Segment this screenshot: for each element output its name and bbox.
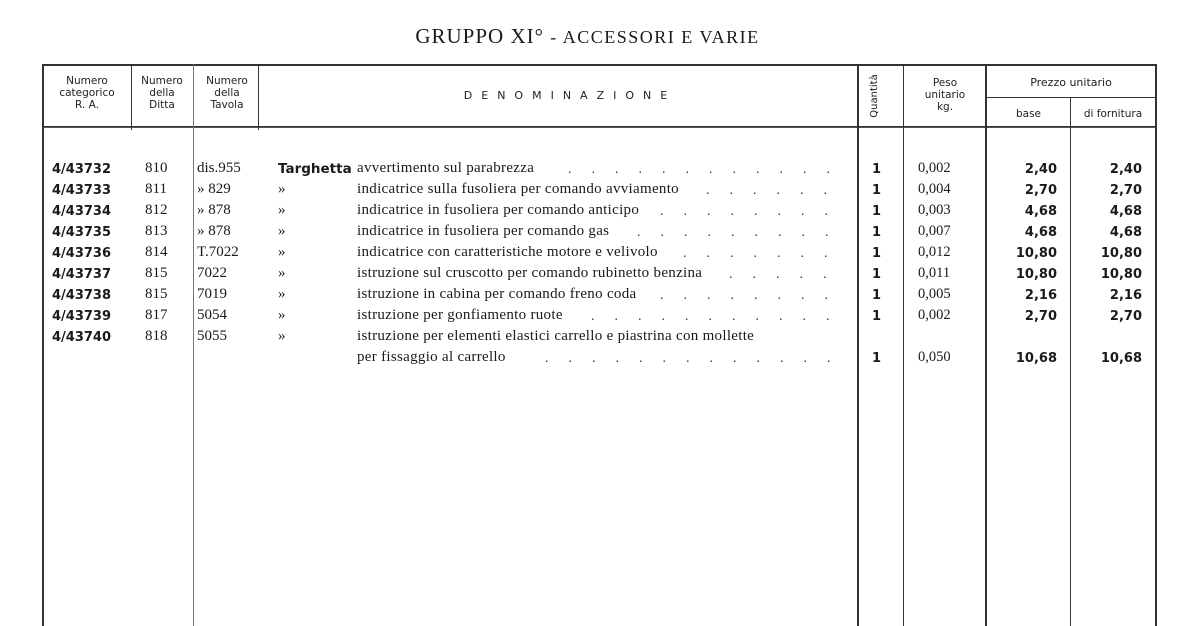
leader-dots: ...........: [591, 309, 850, 324]
page-title: [0, 24, 1175, 49]
header-tavola: [196, 75, 258, 111]
tavola-number: 5054: [197, 307, 227, 323]
header-peso-line1: Peso: [932, 77, 958, 89]
unit-weight: 0,003: [918, 202, 951, 218]
leader-dots: ............: [568, 162, 850, 177]
item-prefix: »: [278, 328, 286, 344]
header-ditta-line3: Ditta: [149, 99, 175, 111]
header-tavola-line2: della: [214, 87, 240, 99]
header-peso: [905, 77, 985, 113]
tavola-number: 7022: [197, 265, 227, 281]
item-prefix: »: [278, 286, 286, 302]
item-description: istruzione sul cruscotto per comando rubinetto benzina: [357, 265, 703, 281]
prezzo-split-line: [986, 97, 1157, 98]
item-description: indicatrice con caratteristiche motore e velivolo: [357, 244, 658, 260]
price-fornitura: 4,68: [1109, 225, 1142, 240]
header-cat-line3: R. A.: [75, 99, 99, 111]
table-row: [0, 223, 1200, 244]
cat-number: 4/43734: [52, 204, 112, 219]
ditta-number: 817: [145, 307, 168, 323]
header-fornitura: di fornitura: [1083, 108, 1143, 120]
tavola-number: 5055: [197, 328, 227, 344]
col-border-tavola: [258, 64, 259, 130]
cat-number: 4/43739: [52, 309, 112, 324]
tavola-number: dis.955: [197, 160, 241, 176]
table-row: [0, 202, 1200, 223]
leader-dots: ........: [660, 204, 848, 219]
header-peso-line2: unitario: [924, 89, 966, 101]
group-subtitle: - ACCESSORI E VARIE: [550, 27, 760, 47]
ditta-number: 815: [145, 265, 168, 281]
price-base: 2,40: [1024, 162, 1057, 177]
ditta-number: 811: [145, 181, 167, 197]
cat-number: 4/43737: [52, 267, 112, 282]
unit-weight: 0,011: [918, 265, 951, 281]
item-prefix: Targhetta: [278, 161, 352, 177]
unit-weight: 0,005: [918, 286, 951, 302]
header-ditta: [132, 75, 192, 111]
header-tavola-line3: Tavola: [210, 99, 244, 111]
unit-weight: 0,002: [918, 307, 951, 323]
item-prefix: »: [278, 223, 286, 239]
unit-weight: 0,007: [918, 223, 951, 239]
item-prefix: »: [278, 181, 286, 197]
quantity: 1: [872, 267, 882, 282]
header-ditta-line1: Numero: [141, 75, 183, 87]
header-prezzo: Prezzo unitario: [1030, 76, 1112, 89]
leader-dots: ......: [706, 183, 847, 198]
header-quantita: Quantità: [869, 74, 880, 118]
price-fornitura: 4,68: [1109, 204, 1142, 219]
item-description: per fissaggio al carrello: [357, 349, 506, 365]
cat-number: 4/43733: [52, 183, 112, 198]
item-description: istruzione in cabina per comando freno coda: [357, 286, 637, 302]
quantity: 1: [872, 309, 882, 324]
price-base: 10,80: [1015, 267, 1057, 282]
ditta-number: 815: [145, 286, 168, 302]
price-base: 2,70: [1024, 183, 1057, 198]
table-top-border: [42, 64, 1157, 66]
tavola-number: » 829: [197, 181, 231, 197]
price-base: 2,16: [1024, 288, 1057, 303]
tavola-number: T.7022: [197, 244, 239, 260]
table-row: [0, 349, 1200, 370]
cat-number: 4/43740: [52, 330, 112, 345]
quantity: 1: [872, 246, 882, 261]
price-base: 10,80: [1015, 246, 1057, 261]
header-base: base: [1015, 108, 1042, 120]
header-denominazione: DENOMINAZIONE: [463, 89, 677, 102]
header-bottom-border: [42, 126, 1157, 128]
table-row: [0, 328, 1200, 349]
item-description: istruzione per gonfiamento ruote: [357, 307, 563, 323]
group-title: GRUPPO XI°: [415, 24, 545, 48]
unit-weight: 0,002: [918, 160, 951, 176]
leader-dots: .............: [545, 351, 851, 366]
item-prefix: »: [278, 307, 286, 323]
header-peso-line3: kg.: [936, 101, 954, 113]
header-cat: [44, 75, 130, 111]
price-base: 4,68: [1024, 225, 1057, 240]
leader-dots: .........: [637, 225, 849, 240]
table-row: [0, 244, 1200, 265]
price-fornitura: 10,80: [1100, 267, 1142, 282]
header-cat-line1: Numero: [66, 75, 108, 87]
quantity: 1: [872, 351, 882, 366]
item-description: indicatrice sulla fusoliera per comando avviamento: [357, 181, 679, 197]
unit-weight: 0,012: [918, 244, 951, 260]
quantity: 1: [872, 204, 882, 219]
unit-weight: 0,004: [918, 181, 951, 197]
table-row: [0, 160, 1200, 181]
cat-number: 4/43738: [52, 288, 112, 303]
quantity: 1: [872, 162, 882, 177]
price-base: 4,68: [1024, 204, 1057, 219]
price-fornitura: 2,16: [1109, 288, 1142, 303]
quantity: 1: [872, 183, 882, 198]
price-fornitura: 10,80: [1100, 246, 1142, 261]
price-fornitura: 2,40: [1109, 162, 1142, 177]
quantity: 1: [872, 225, 882, 240]
cat-number: 4/43732: [52, 162, 112, 177]
header-ditta-line2: della: [149, 87, 175, 99]
leader-dots: .....: [729, 267, 847, 282]
unit-weight: 0,050: [918, 349, 951, 365]
item-description: indicatrice in fusoliera per comando anticipo: [357, 202, 640, 218]
ditta-number: 812: [145, 202, 168, 218]
table-row: [0, 181, 1200, 202]
item-description: indicatrice in fusoliera per comando gas: [357, 223, 610, 239]
price-fornitura: 10,68: [1100, 351, 1142, 366]
leader-dots: ........: [660, 288, 848, 303]
table-row: [0, 307, 1200, 328]
table-row: [0, 286, 1200, 307]
price-base: 10,68: [1015, 351, 1057, 366]
tavola-number: » 878: [197, 202, 231, 218]
price-fornitura: 2,70: [1109, 309, 1142, 324]
item-description: istruzione per elementi elastici carrello e piastrina con mollette: [357, 328, 755, 344]
header-cat-line2: categorico: [59, 87, 115, 99]
cat-number: 4/43735: [52, 225, 112, 240]
table-row: [0, 265, 1200, 286]
item-prefix: »: [278, 265, 286, 281]
price-fornitura: 2,70: [1109, 183, 1142, 198]
tavola-number: 7019: [197, 286, 227, 302]
item-prefix: »: [278, 202, 286, 218]
ditta-number: 810: [145, 160, 168, 176]
header-tavola-line1: Numero: [206, 75, 248, 87]
item-description: avvertimento sul parabrezza: [357, 160, 535, 176]
leader-dots: .......: [683, 246, 848, 261]
price-base: 2,70: [1024, 309, 1057, 324]
cat-number: 4/43736: [52, 246, 112, 261]
quantity: 1: [872, 288, 882, 303]
ditta-number: 813: [145, 223, 168, 239]
ditta-number: 818: [145, 328, 168, 344]
item-prefix: »: [278, 244, 286, 260]
tavola-number: » 878: [197, 223, 231, 239]
ditta-number: 814: [145, 244, 168, 260]
